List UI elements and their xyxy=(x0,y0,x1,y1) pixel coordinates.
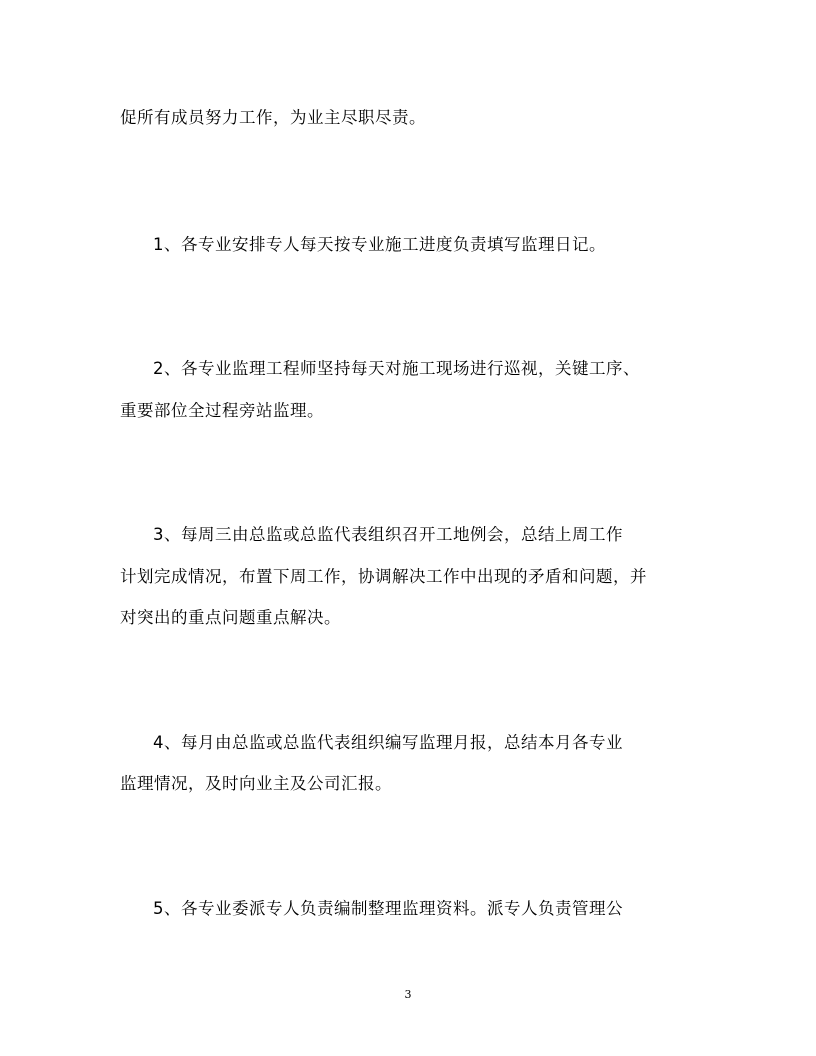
paragraph-line: 计划完成情况，布置下周工作，协调解决工作中出现的矛盾和问题，并 xyxy=(120,567,647,586)
paragraph-line: 监理情况，及时向业主及公司汇报。 xyxy=(120,774,392,793)
paragraph-line: 5、各专业委派专人负责编制整理监理资料。派专人负责管理公 xyxy=(153,899,623,918)
paragraph-line: 3、每周三由总监或总监代表组织召开工地例会，总结上周工作 xyxy=(153,525,623,544)
paragraph-line: 重要部位全过程旁站监理。 xyxy=(120,401,324,420)
paragraph-line: 促所有成员努力工作，为业主尽职尽责。 xyxy=(120,108,426,127)
paragraph-line: 1、各专业安排专人每天按专业施工进度负责填写监理日记。 xyxy=(153,235,606,254)
page-number: 3 xyxy=(404,988,412,1001)
paragraph-line: 2、各专业监理工程师坚持每天对施工现场进行巡视，关键工序、 xyxy=(153,359,640,378)
paragraph-line: 4、每月由总监或总监代表组织编写监理月报，总结本月各专业 xyxy=(153,733,623,752)
paragraph-line: 对突出的重点问题重点解决。 xyxy=(120,608,341,627)
